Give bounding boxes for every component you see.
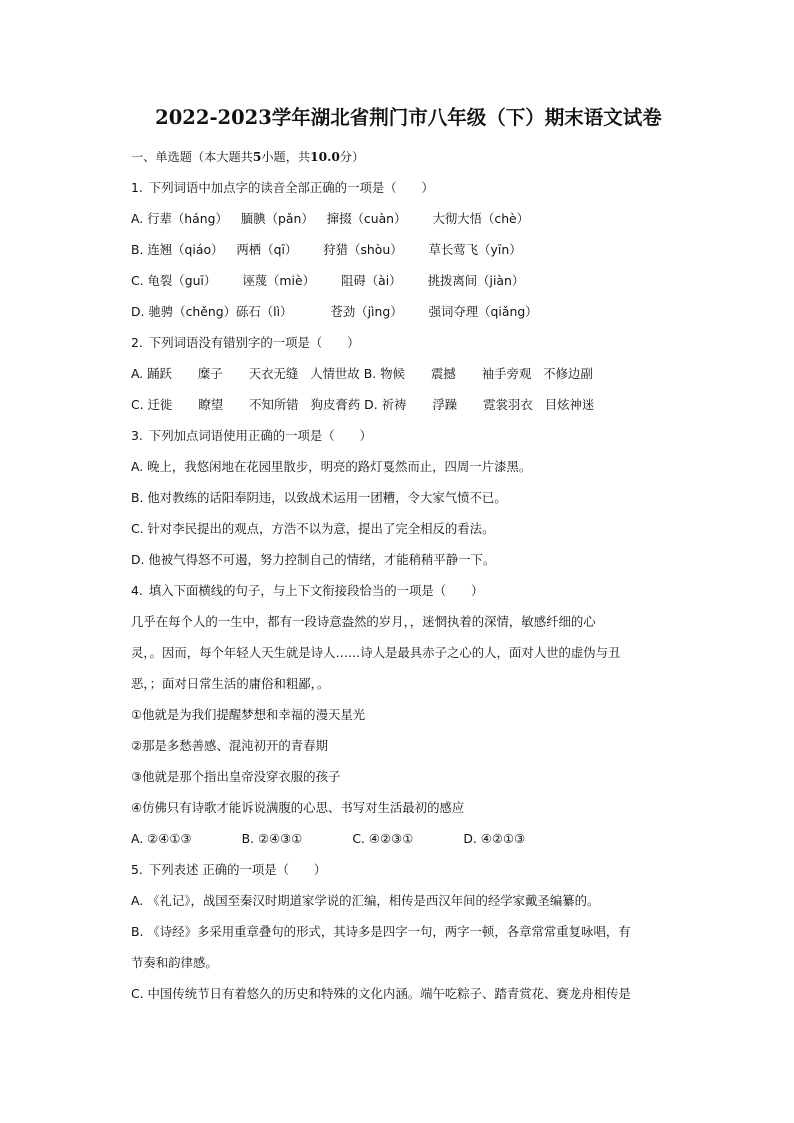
question-text: 下列词语没有错别字的一项是（ ）	[148, 335, 360, 350]
question-number: 3.	[131, 428, 143, 443]
option-item: 狩猎（shòu）	[323, 242, 403, 257]
question-1-option-b	[131, 234, 696, 265]
question-5-option-a: A. 《礼记》，战国至秦汉时期道家学说的汇编，相传是西汉年间的经学家戴圣编纂的。	[131, 893, 600, 908]
option-item: 两栖（qī）	[236, 242, 298, 257]
question-2-options-ab	[131, 358, 696, 389]
question-number: 5.	[131, 862, 143, 877]
question-5-stem	[131, 854, 696, 885]
sentence-item: ①他就是为我们提醒梦想和幸福的漫天星光	[131, 707, 366, 722]
option-item: 震撼	[430, 366, 456, 381]
option-item: 阻碍（ài）	[340, 273, 402, 288]
sentence-item: ④仿佛只有诗歌才能诉说满腹的心思、书写对生活最初的感应	[131, 800, 465, 815]
option-item: 诬蔑（miè）	[242, 273, 315, 288]
section-heading-mid: 小题，共	[261, 150, 311, 164]
option-item: C. ④②③①	[352, 831, 414, 846]
question-number: 4.	[131, 583, 143, 598]
option-item: C. 龟裂（guī）	[131, 273, 217, 288]
option-item: 袖手旁观	[481, 366, 532, 381]
section-heading	[131, 148, 696, 166]
option-item: 草长莺飞（yīn）	[428, 242, 522, 257]
question-text: 下列表述 正确的一项是（ ）	[148, 862, 327, 877]
option-item: 狗皮膏药 D. 祈祷	[310, 397, 407, 412]
question-4-options	[131, 823, 696, 854]
option-item: 浮躁	[432, 397, 458, 412]
option-item: 大彻大悟（chè）	[432, 211, 530, 226]
option-item: 撺掇（cuàn）	[326, 211, 407, 226]
option-item: 瞭望	[198, 397, 224, 412]
question-2-stem	[131, 327, 696, 358]
section-heading-prefix: 一、单选题（本大题共	[131, 150, 253, 164]
question-number: 1.	[131, 180, 143, 195]
option-item: 人情世故 B. 物候	[310, 366, 405, 381]
sentence-item: ③他就是那个指出皇帝没穿衣服的孩子	[131, 769, 341, 784]
option-item: 不修边副	[543, 366, 593, 381]
question-1-stem	[131, 172, 696, 203]
question-3-option-a: A. 晚上，我悠闲地在花园里散步，明亮的路灯戛然而止，四周一片漆黑。	[131, 459, 532, 474]
question-3-option-b: B. 他对教练的话阳奉阴违，以致战术运用一团糟，令大家气愤不已。	[131, 490, 507, 505]
option-item: 挑拨离间（jiàn）	[427, 273, 525, 288]
option-item: D. ④②①③	[463, 831, 526, 846]
question-5-option-b-line2: 节奏和韵律感。	[131, 955, 218, 970]
question-count: 5	[252, 150, 262, 164]
option-item: 不知所错	[249, 397, 299, 412]
option-item: B. ②④③①	[241, 831, 303, 846]
passage-line: 几乎在每个人的一生中，都有一段诗意盎然的岁月，，迷惘执着的深情，敏感纤细的心	[131, 614, 596, 629]
option-item: 霓裳羽衣	[483, 397, 533, 412]
total-score: 10.0	[310, 150, 340, 164]
exam-title: 2022-2023学年湖北省荆门市八年级（下）期末语文试卷	[155, 106, 662, 129]
question-text: 下列加点词语使用正确的一项是（ ）	[148, 428, 372, 443]
question-3-option-d: D. 他被气得怒不可遏，努力控制自己的情绪，才能稍稍平静一下。	[131, 552, 496, 567]
question-text: 填入下面横线的句子，与上下文衔接段恰当的一项是（ ）	[148, 583, 484, 598]
option-item: A. ②④①③	[131, 831, 192, 846]
option-item: 糜子	[197, 366, 223, 381]
option-item: 苍劲（jìng）	[330, 304, 403, 319]
option-item: A. 踊跃	[131, 366, 172, 381]
option-item: 目炫神迷	[544, 397, 595, 412]
question-3-stem	[131, 420, 696, 451]
sentence-item: ②那是多愁善感、混沌初开的青春期	[131, 738, 328, 753]
option-item: 强词夺理（qiǎng）	[428, 304, 538, 319]
option-item: 腼腆（pǎn）	[240, 211, 314, 226]
option-item: A. 行辈（háng）	[131, 211, 228, 226]
question-4-stem	[131, 575, 696, 606]
question-text: 下列词语中加点字的读音全部正确的一项是（ ）	[148, 180, 434, 195]
question-1-option-c	[131, 265, 696, 296]
question-3-option-c: C. 针对李民提出的观点，方浩不以为意，提出了完全相反的看法。	[131, 521, 495, 536]
question-list	[131, 172, 696, 1009]
question-1-option-a	[131, 203, 696, 234]
option-item: 天衣无缝	[248, 366, 299, 381]
question-number: 2.	[131, 335, 143, 350]
section-heading-suffix: 分）	[339, 150, 365, 164]
passage-line: 灵，。因而，每个年轻人天生就是诗人……诗人是最具赤子之心的人，面对人世的虚伪与丑	[131, 645, 621, 660]
option-item: D. 驰骋（chěng）砾石（lì）	[131, 304, 293, 319]
option-item: C. 迁徙	[131, 397, 173, 412]
question-2-options-cd	[131, 389, 696, 420]
question-1-option-d	[131, 296, 696, 327]
passage-line: 恶，；面对日常生活的庸俗和粗鄙，。	[131, 676, 330, 691]
question-5-option-c: C. 中国传统节日有着悠久的历史和特殊的文化内涵。端午吃粽子、踏青赏花、赛龙舟相传是	[131, 986, 631, 1001]
option-item: B. 连翘（qiáo）	[131, 242, 224, 257]
question-5-option-b-line1: B. 《诗经》多采用重章叠句的形式，其诗多是四字一句，两字一顿，各章常常重复咏唱，有	[131, 924, 631, 939]
